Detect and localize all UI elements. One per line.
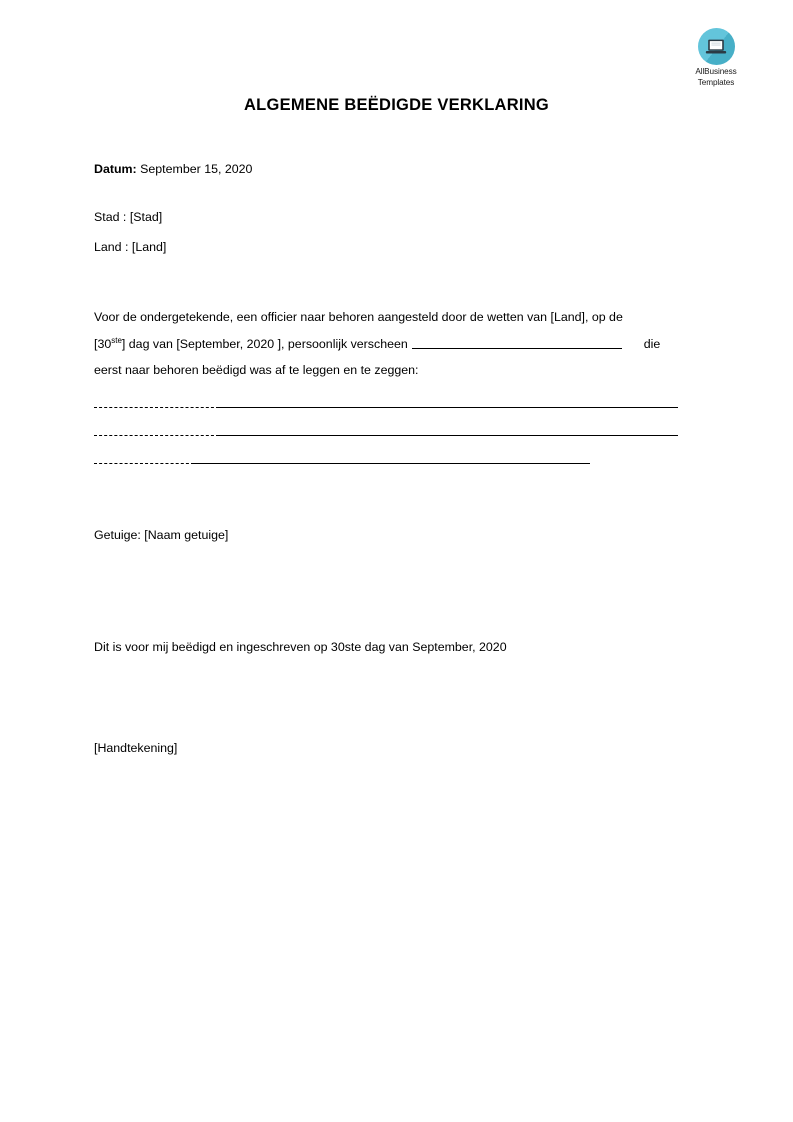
paragraph-line-1 (94, 304, 698, 331)
ordinal-suffix: ste (111, 335, 122, 345)
statement-line-1-dashes (94, 407, 219, 408)
city-line: Stad : [Stad] (94, 210, 163, 224)
statement-line-3-solid (194, 463, 590, 464)
paragraph-line-1-text: Voor de ondergetekende, een officier naar behoren aangesteld door de wetten van [Land], op de (94, 310, 623, 324)
statement-line-1-solid (219, 407, 678, 408)
page-title: ALGEMENE BEËDIGDE VERKLARING (244, 96, 549, 114)
laptop-glyph (705, 38, 727, 56)
sworn-line: Dit is voor mij beëdigd en ingeschreven op 30ste dag van September, 2020 (94, 640, 507, 654)
witness-line: Getuige: [Naam getuige] (94, 528, 229, 542)
brand-line-1: AllBusiness (695, 67, 737, 76)
paragraph-line-2 (94, 331, 698, 358)
statement-line-2-solid (219, 435, 678, 436)
declaration-paragraph (94, 304, 698, 384)
country-line: Land : [Land] (94, 240, 167, 254)
paragraph-line-2-tail: die (643, 336, 661, 351)
day-month-text: ] dag van [September, 2020 ], persoonlijk verscheen (121, 336, 408, 351)
paragraph-line-3: eerst naar behoren beëdigd was af te leggen en te zeggen: (94, 363, 419, 377)
statement-line-3-dashes (94, 463, 194, 464)
statement-line-2-dashes (94, 435, 219, 436)
laptop-icon (698, 28, 735, 65)
date-label: Datum: (94, 162, 137, 176)
brand-name (681, 67, 751, 88)
brand-logo (681, 28, 751, 88)
appearer-name-blank[interactable] (412, 335, 622, 349)
brand-line-2: Templates (697, 77, 735, 87)
date-value: September 15, 2020 (140, 162, 253, 176)
day-number-open: [30 (94, 336, 112, 351)
date-line (94, 161, 252, 178)
signature-line: [Handtekening] (94, 741, 178, 755)
